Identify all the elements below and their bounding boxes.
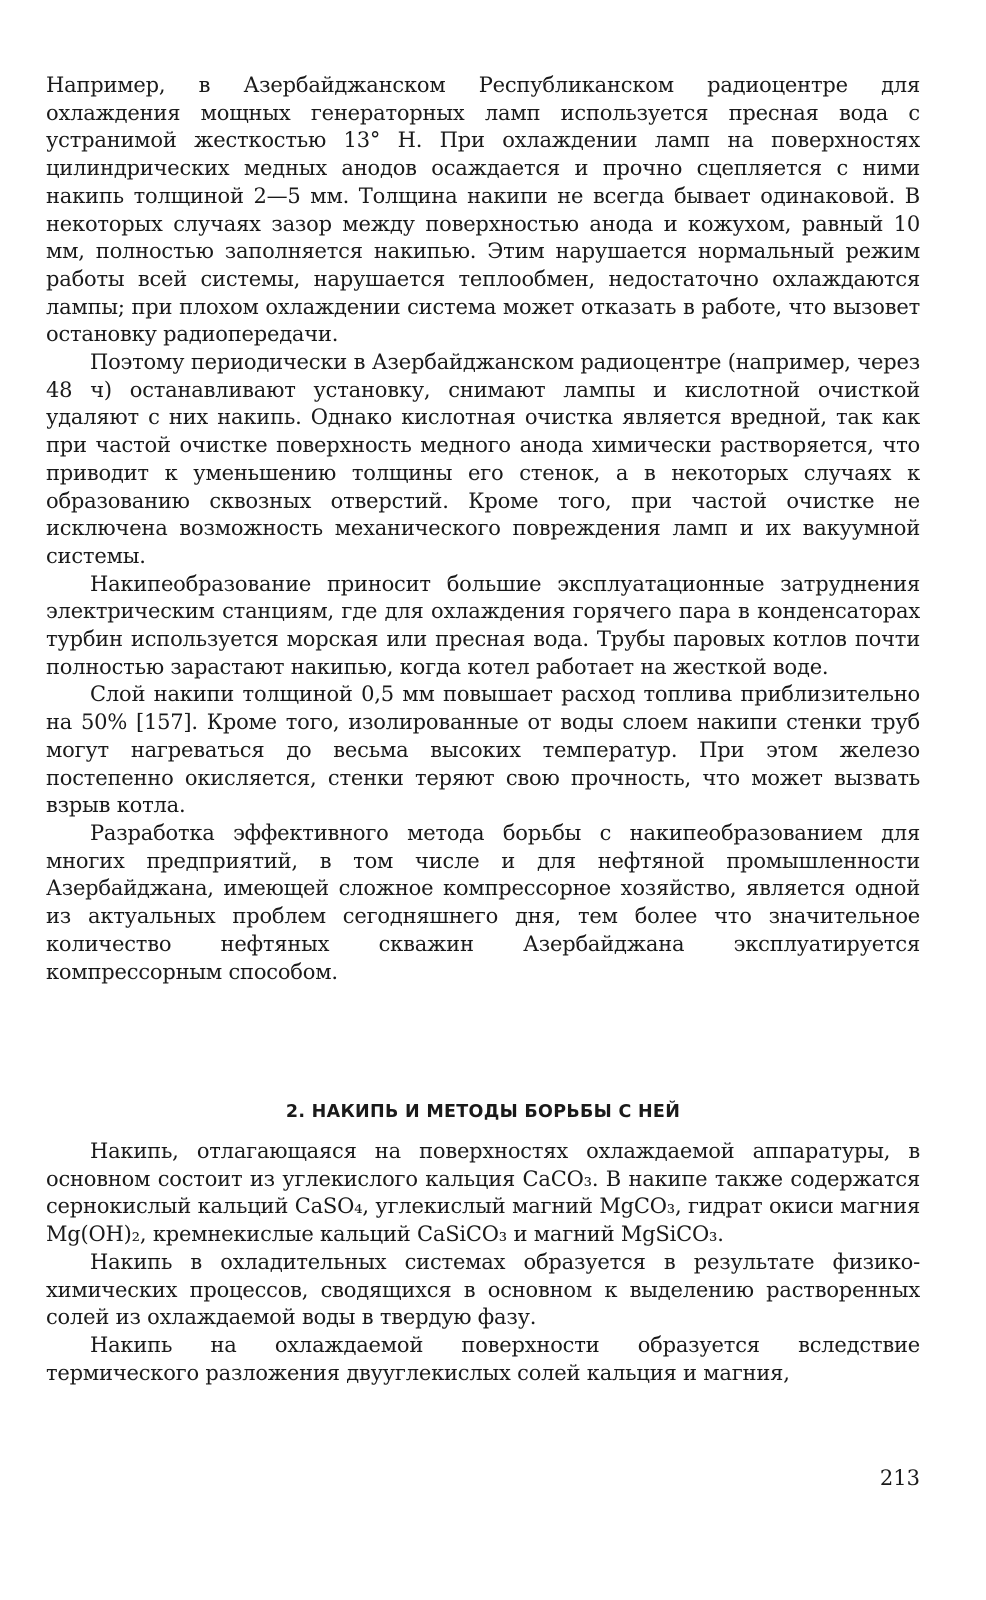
paragraph: Разработка эффективного метода борьбы с накипеобразованием для многих предприятий, в том числе и для нефтяной промышленности Азербайджана, имеющей сложное компрессорное хозяйство, является одной из актуальных проблем сегодняшнего дня, тем более что значительное количество нефтяных скважин Азербайджана эксплуатируется компрессорным способом.	[46, 820, 920, 984]
text-block-bottom	[46, 1138, 920, 1387]
section-heading: 2. НАКИПЬ И МЕТОДЫ БОРЬБЫ С НЕЙ	[285, 1102, 681, 1122]
text-block-top	[46, 72, 920, 986]
paragraph: Накипь, отлагающаяся на поверхностях охлаждаемой аппаратуры, в основном состоит из углекислого кальция CaCO₃. В накипе также содержатся сернокислый кальций CaSO₄, углекислый магний MgCO₃, гидрат окиси магния Mg(OH)₂, кремнекислые кальций CaSiCO₃ и магний MgSiCO₃.	[46, 1139, 920, 1247]
paragraph: Накипь на охлаждаемой поверхности образуется вследствие термического разложения двууглекислых солей кальция и магния,	[46, 1332, 920, 1385]
paragraph: Накипь в охладительных системах образуется в результате физико-химических процессов, сводящихся в основном к выделению растворенных солей из охлаждаемой воды в твердую фазу.	[46, 1249, 920, 1330]
paragraph: Слой накипи толщиной 0,5 мм повышает расход топлива приблизительно на 50% [157]. Кроме того, изолированные от воды слоем накипи стенки труб могут нагреваться до весьма высоких температур. При этом железо постепенно окисляется, стенки теряют свою прочность, что может вызвать взрыв котла.	[46, 682, 920, 818]
paragraph: Поэтому периодически в Азербайджанском радиоцентре (например, через 48 ч) останавливают установку, снимают лампы и кислотной очисткой удаляют с них накипь. Однако кислотная очистка является вредной, так как при частой очистке поверхность медного анода химически растворяется, что приводит к уменьшению толщины его стенок, а в некоторых случаях к образованию сквозных отверстий. Кроме того, при частой очистке не исключена возможность механического повреждения ламп и их вакуумной системы.	[46, 350, 920, 568]
paragraph: Накипеобразование приносит большие эксплуатационные затруднения электрическим станциям, где для охлаждения горячего пара в конденсаторах турбин используется морская или пресная вода. Трубы паровых котлов почти полностью зарастают накипью, когда котел работает на жесткой воде.	[46, 571, 920, 679]
page-number: 213	[879, 1466, 920, 1490]
paragraph: Например, в Азербайджанском Республиканском радиоцентре для охлаждения мощных генераторных ламп используется пресная вода с устранимой жесткостью 13° Н. При охлаждении ламп на поверхностях цилиндрических медных анодов осаждается и прочно сцепляется с ними накипь толщиной 2—5 мм. Толщина накипи не всегда бывает одинаковой. В некоторых случаях зазор между поверхностью анода и кожухом, равный 10 мм, полностью заполняется накипью. Этим нарушается нормальный режим работы всей системы, нарушается теплообмен, недостаточно охлаждаются лампы; при плохом охлаждении система может отказать в работе, что вызовет остановку радиопередачи.	[46, 73, 920, 347]
